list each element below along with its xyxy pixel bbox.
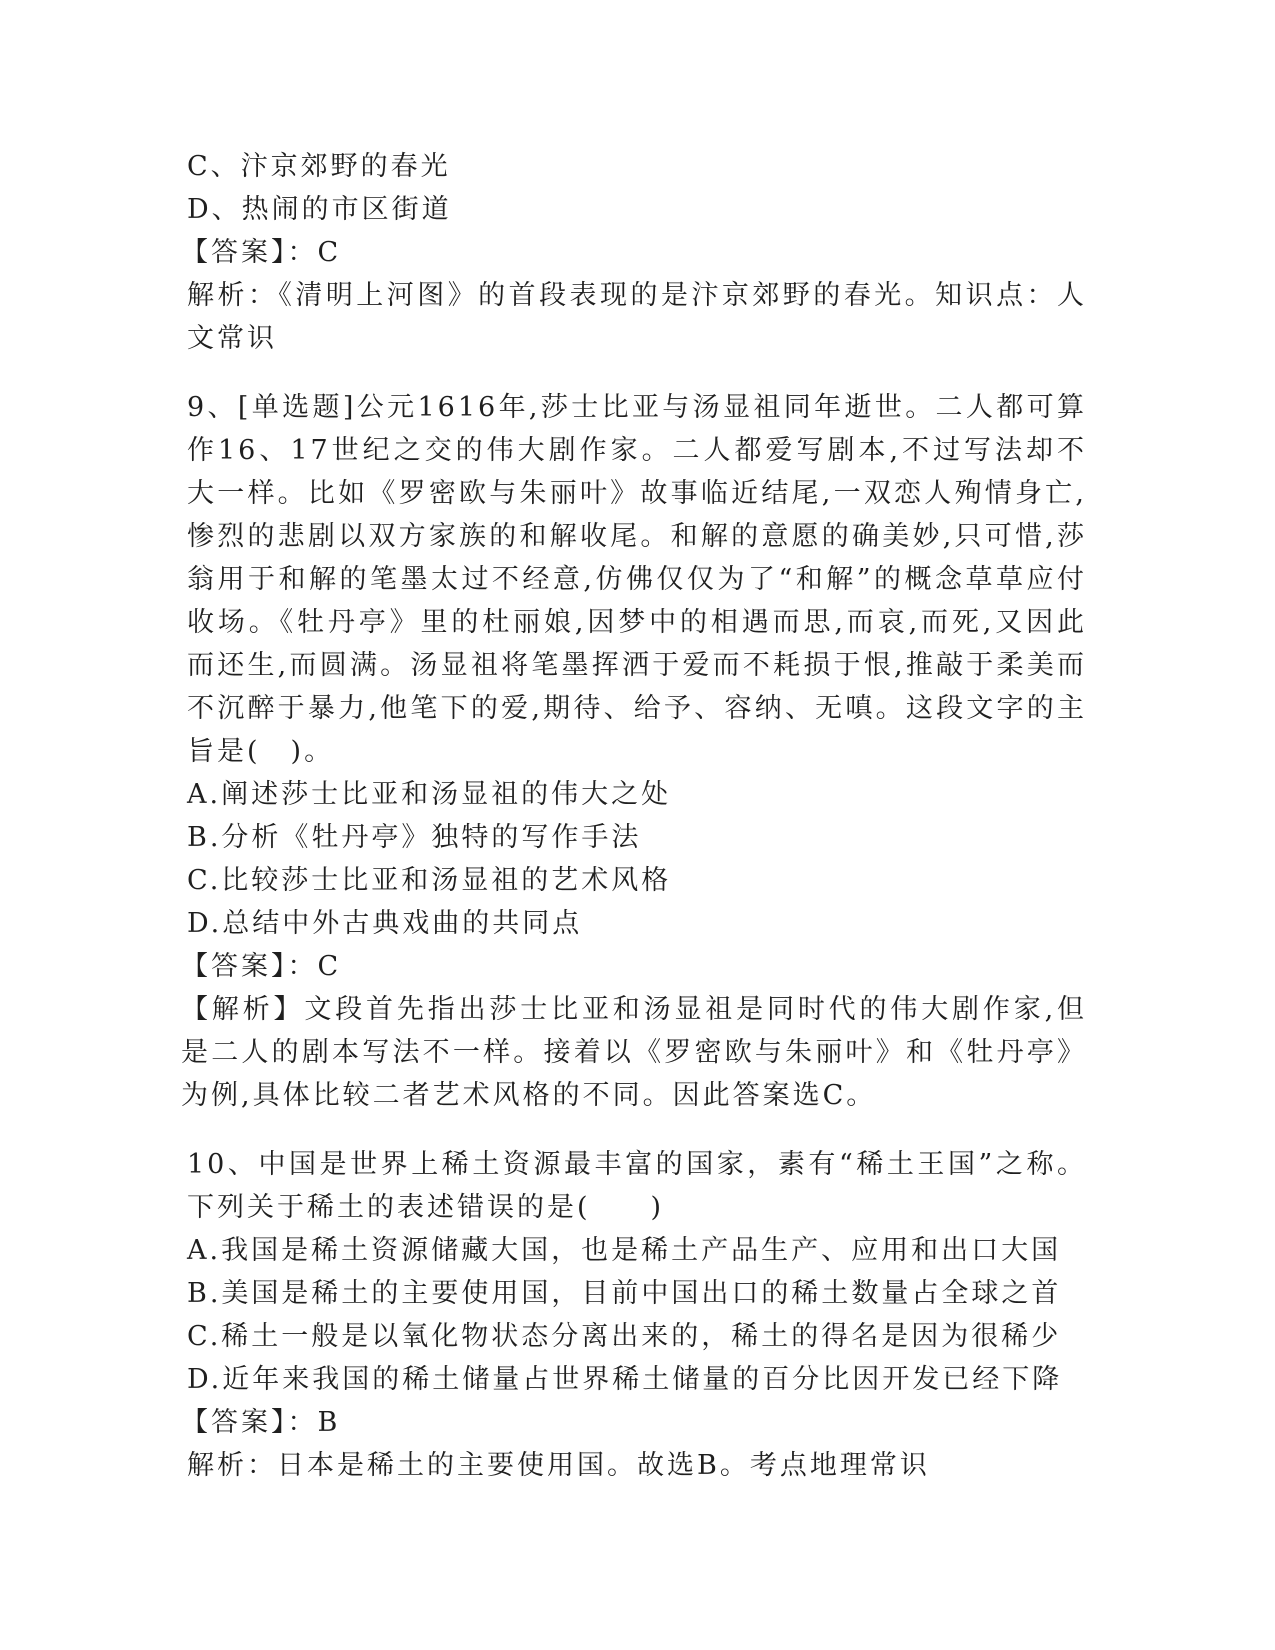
- question-9: [181, 386, 1087, 1117]
- question-10-option-d: D.近年来我国的稀土储量占世界稀土储量的百分比因开发已经下降: [187, 1364, 1063, 1395]
- question-9-answer: 【答案】：C: [181, 951, 342, 982]
- question-9-analysis: 【解析】文段首先指出莎士比亚和汤显祖是同时代的伟大剧作家,但是二人的剧本写法不一样。接着以《罗密欧与朱丽叶》和《牡丹亭》为例,具体比较二者艺术风格的不同。因此答案选C。: [181, 994, 1087, 1111]
- question-8-analysis: 解析：《清明上河图》的首段表现的是汴京郊野的春光。知识点：人文常识: [187, 280, 1087, 354]
- question-8-answer: 【答案】：C: [181, 237, 342, 268]
- question-8-tail: [181, 145, 1087, 360]
- question-9-option-b: B.分析《牡丹亭》独特的写作手法: [187, 822, 642, 853]
- question-9-stem: 9、[单选题]公元1616年,莎士比亚与汤显祖同年逝世。二人都可算作16、17世纪之交的伟大剧作家。二人都爱写剧本,不过写法却不大一样。比如《罗密欧与朱丽叶》故事临近结尾,一双恋人殉情身亡,惨烈的悲剧以双方家族的和解收尾。和解的意愿的确美妙,只可惜,莎翁用于和解的笔墨太过不经意,仿佛仅仅为了“和解”的概念草草应付收场。《牡丹亭》里的杜丽娘,因梦中的相遇而思,而哀,而死,又因此而还生,而圆满。汤显祖将笔墨挥洒于爱而不耗损于恨,推敲于柔美而不沉醉于暴力,他笔下的爱,期待、给予、容纳、无嗔。这段文字的主旨是( )。: [187, 392, 1087, 767]
- question-9-option-d: D.总结中外古典戏曲的共同点: [187, 908, 583, 939]
- document-body: [181, 145, 1087, 1487]
- question-10-answer: 【答案】：B: [181, 1407, 341, 1438]
- question-9-option-c: C.比较莎士比亚和汤显祖的艺术风格: [187, 865, 672, 896]
- question-10: [181, 1143, 1087, 1487]
- question-10-option-a: A.我国是稀土资源储藏大国，也是稀土产品生产、应用和出口大国: [187, 1235, 1062, 1266]
- question-10-option-c: C.稀土一般是以氧化物状态分离出来的，稀土的得名是因为很稀少: [187, 1321, 1062, 1352]
- question-8-option-d: D、热闹的市区街道: [187, 194, 452, 225]
- question-10-option-b: B.美国是稀土的主要使用国，目前中国出口的稀土数量占全球之首: [187, 1278, 1062, 1309]
- question-10-stem: 10、中国是世界上稀土资源最丰富的国家，素有“稀土王国”之称。下列关于稀土的表述错误的是( ): [187, 1149, 1087, 1223]
- question-10-analysis: 解析：日本是稀土的主要使用国。故选B。考点地理常识: [187, 1450, 930, 1481]
- question-9-option-a: A.阐述莎士比亚和汤显祖的伟大之处: [187, 779, 672, 810]
- question-8-option-c: C、汴京郊野的春光: [187, 151, 451, 182]
